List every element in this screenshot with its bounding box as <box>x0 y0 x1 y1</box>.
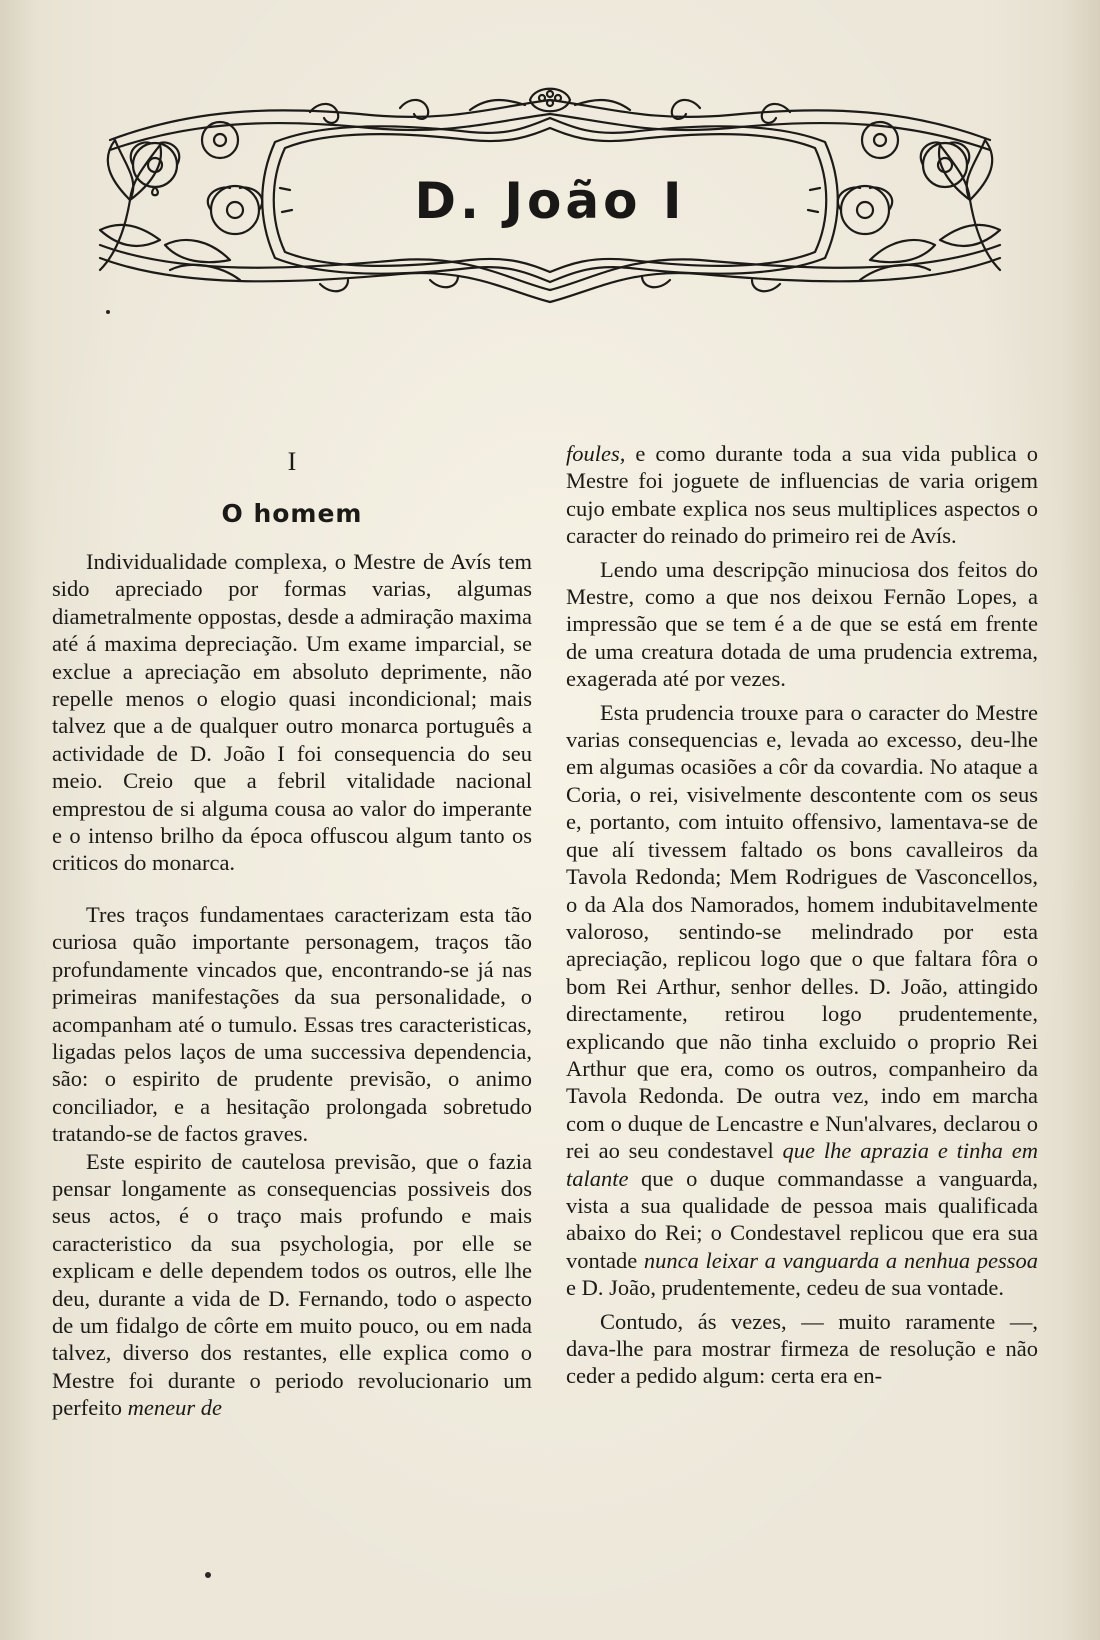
print-mark <box>205 1572 211 1578</box>
italic-phrase: meneur de <box>127 1395 222 1421</box>
left-column <box>52 440 532 1422</box>
paragraph-text: Esta prudencia trouxe para o caracter do Mestre varias consequencias e, levada ao excesso, deu-lhe em algumas ocasiões a côr da covardia. No ataque a Coria, o rei, visivelmente descontente com os seus e, portanto, com intuito offensivo, lamentava-se de que alí tivessem faltado os bons cavalleiros da Tavola Redonda; Mem Rodrigues de Vasconcellos, o da Ala dos Namorados, homem indubitavelmente valoroso, sentindo-se melindrado por esta apreciação, replicou logo que o que faltara fôra o bom Rei Arthur, senhor delles. D. João, attingido directamente, retirou logo prudentemente, explicando que não tinha excluido o proprio Rei Arthur que era, como os outros, companheiro da Tavola Redonda. De outra vez, indo em marcha com o duque de Lencastre e Nun'alvares, declarou o rei ao seu condestavel <box>566 699 1038 1164</box>
section-title: O homem <box>221 499 363 528</box>
paragraph: Individualidade complexa, o Mestre de Avís tem sido apreciado por formas varias, algumas diametralmente oppostas, desde a admiração maxima até á maxima depreciação. Um exame imparcial, se exclue a apreciação em absoluto deprimente, não repelle menos o elogio quasi incondicional; mais talvez que a de qualquer outro monarca português a actividade de D. João I foi consequencia do seu meio. Creio que a febril vitalidade nacional emprestou de si alguma cousa ao valor do imperante e o intenso brilho da época offuscou algum tanto os criticos do monarca. <box>52 549 532 876</box>
italic-phrase: que lhe aprazia e tinha em talante <box>566 1138 1038 1191</box>
page-title: D. João I <box>414 172 686 230</box>
paragraph-text: Este espirito de cautelosa previsão, que o fazia pensar longamente as consequencias possiveis dos seus actos, é o traço mais profundo e mais caracteristico da sua psychologia, por elle se explicam e delle dependem todos os outros, elle lhe deu, durante a vida de D. Fernando, todo o aspecto de um fidalgo de côrte em muito pouco, ou em nada talvez, diverso dos restantes, elle explica como o Mestre foi durante o periodo revolucionario um perfeito <box>52 1148 532 1421</box>
paragraph <box>566 699 1038 1302</box>
italic-phrase: nunca leixar a vanguarda a nenhua pessoa <box>643 1247 1038 1273</box>
print-mark <box>106 310 110 314</box>
paragraph-text: e como durante toda a sua vida publica o Mestre foi joguete de influencias de varia origem cujo embate explica nos seus multiplices aspectos o caracter do reinado do primeiro rei de Avís. <box>566 441 1038 549</box>
paragraph-text: e D. João, prudentemente, cedeu de sua vontade. <box>566 1275 1004 1301</box>
right-column <box>566 440 1038 1390</box>
paragraph: Lendo uma descripção minuciosa dos feitos do Mestre, como a que nos deixou Fernão Lopes, a impressão que se tem é a de que se está em frente de uma creatura dotada de uma prudencia extrema, exagerada até por vezes. <box>566 556 1038 692</box>
paragraph <box>52 1148 532 1422</box>
header-ornament <box>70 70 1030 320</box>
paragraph: Tres traços fundamentaes caracterizam esta tão curiosa quão importante personagem, traços tão profundamente vincados que, encontrando-se já nas primeiras manifestações da sua personalidade, o acompanham até o tumulo. Essas tres caracteristicas, ligadas pelos laços de uma successiva dependencia, são: o espirito de prudente previsão, o animo conciliador, e a hesitação prolongada sobretudo tratando-se de factos graves. <box>52 901 532 1147</box>
paragraph-text: que o duque commandasse a vanguarda, vista a sua qualidade de pessoa mais qualificada abaixo do Rei; o Condestavel replicou que era sua vontade <box>566 1165 1038 1273</box>
paragraph <box>566 440 1038 550</box>
paragraph: Contudo, ás vezes, — muito raramente —, dava-lhe para mostrar firmeza de resolução e não ceder a pedido algum: certa era en- <box>566 1308 1038 1389</box>
section-number: I <box>287 447 297 476</box>
italic-phrase: foules, <box>566 441 626 466</box>
